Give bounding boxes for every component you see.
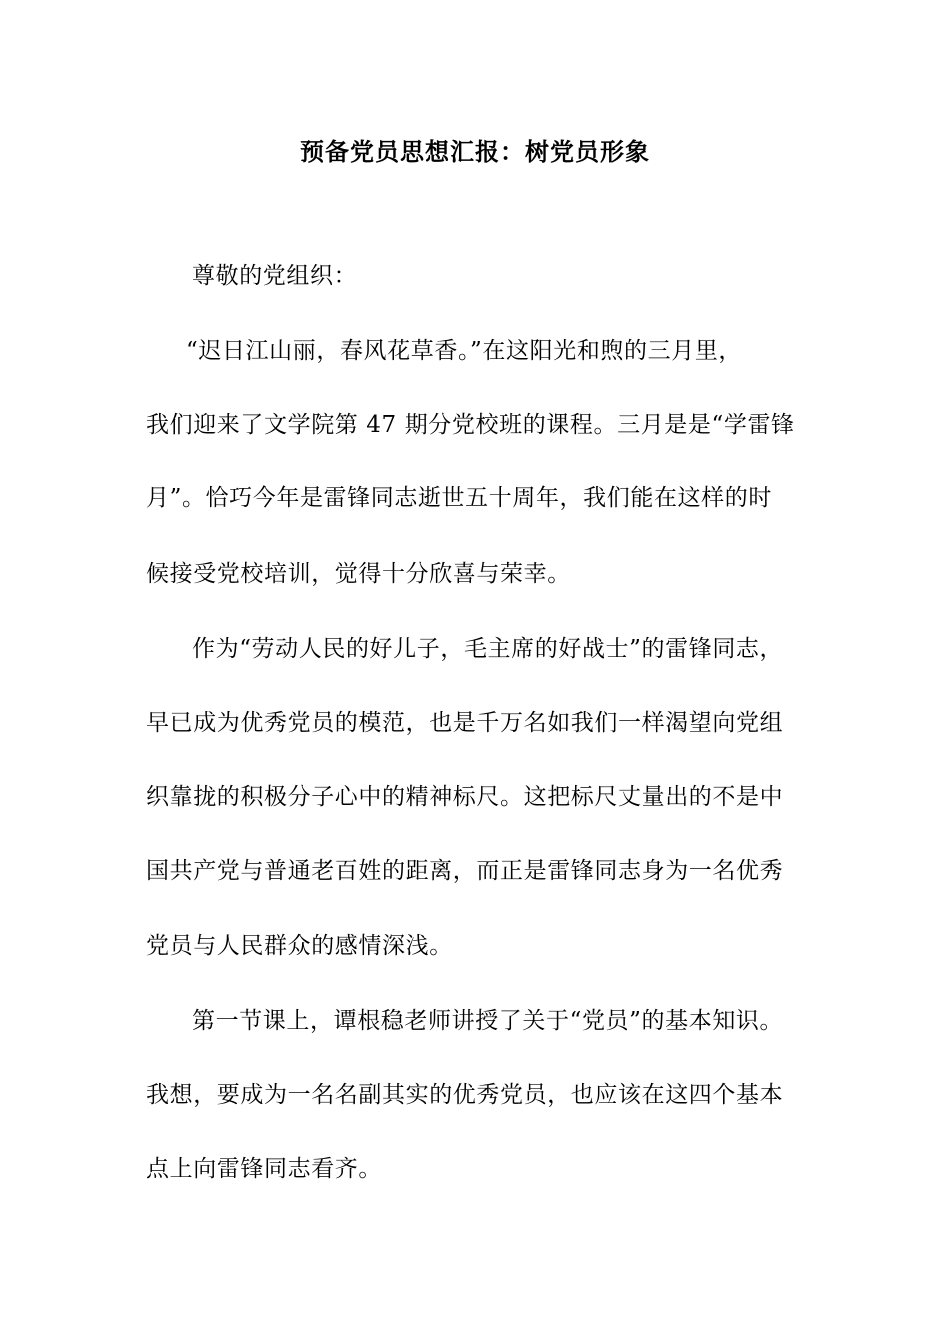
paragraph-line: 作为“劳动人民的好儿子，毛主席的好战士”的雷锋同志， <box>192 636 784 662</box>
document-title: 预备党员思想汇报：树党员形象 <box>300 137 650 166</box>
paragraph-line: 织靠拢的积极分子心中的精神标尺。这把标尺丈量出的不是中 <box>146 784 784 810</box>
paragraph-line: 月”。恰巧今年是雷锋同志逝世五十周年，我们能在这样的时 <box>146 485 772 511</box>
paragraph-line: 我想，要成为一名名副其实的优秀党员，也应该在这四个基本 <box>146 1082 784 1108</box>
paragraph-line: 早已成为优秀党员的模范，也是千万名如我们一样渴望向党组 <box>146 710 784 736</box>
paragraph-line: 点上向雷锋同志看齐。 <box>146 1156 382 1182</box>
paragraph-line: 党员与人民群众的感情深浅。 <box>146 933 453 959</box>
paragraph-line: 第一节课上，谭根稳老师讲授了关于“党员”的基本知识。 <box>192 1008 784 1034</box>
paragraph-line: 我们迎来了文学院第 47 期分党校班的课程。三月是是“学雷锋 <box>146 412 795 438</box>
paragraph-line: 候接受党校培训，觉得十分欣喜与荣幸。 <box>146 561 571 587</box>
paragraph-line: 国共产党与普通老百姓的距离，而正是雷锋同志身为一名优秀 <box>146 858 784 884</box>
salutation: 尊敬的党组织： <box>192 263 358 289</box>
paragraph-line: “迟日江山丽，春风花草香。”在这阳光和煦的三月里， <box>186 338 743 364</box>
